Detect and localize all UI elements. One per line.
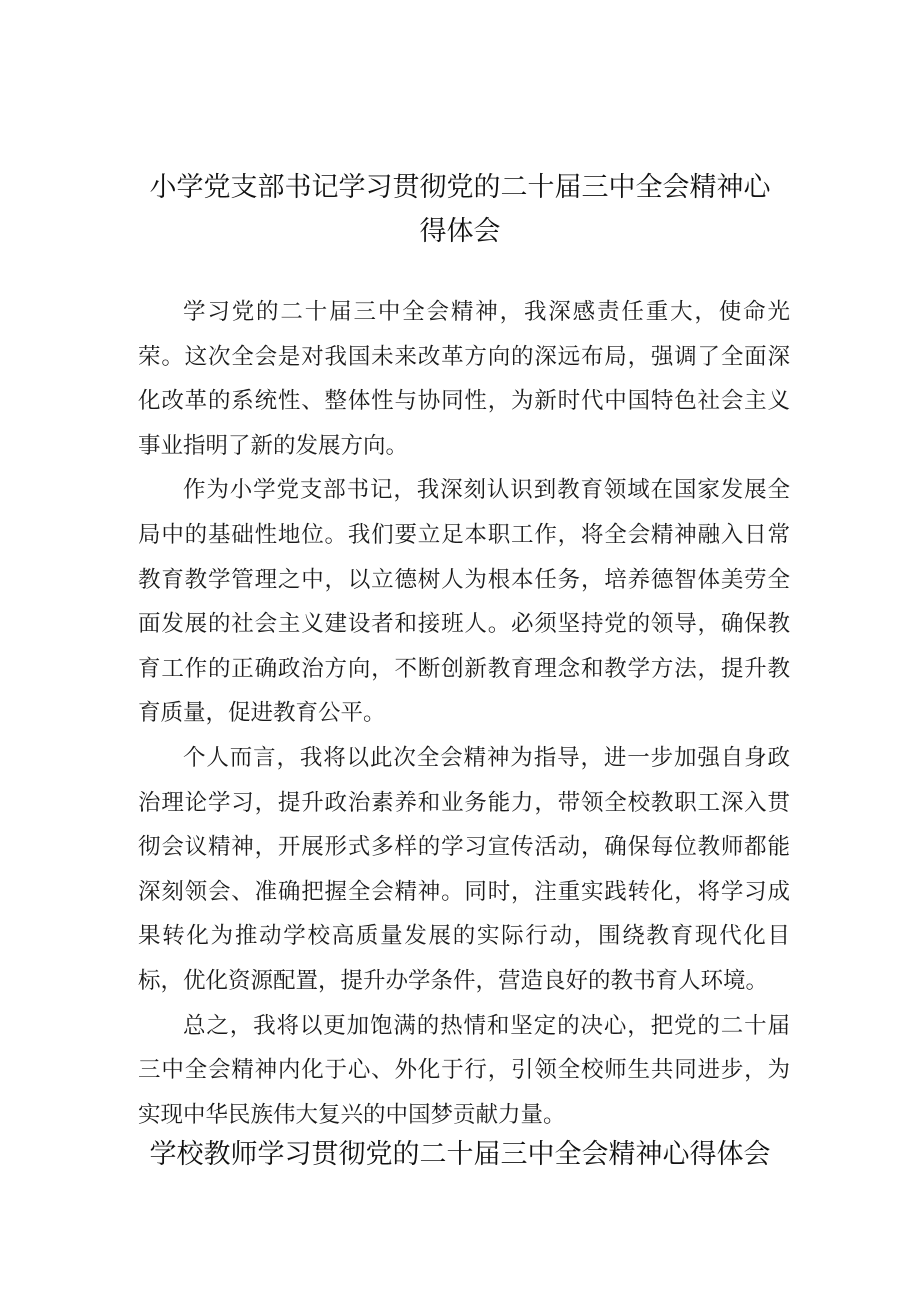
paragraph-1: 学习党的二十届三中全会精神，我深感责任重大，使命光荣。这次全会是对我国未来改革方向的深远布局，强调了全面深化改革的系统性、整体性与协同性，为新时代中国特色社会主义事业指明了新的发展方向。 bbox=[138, 299, 790, 459]
paragraph-4: 总之，我将以更加饱满的热情和坚定的决心，把党的二十届三中全会精神内化于心、外化于行，引领全校师生共同进步，为实现中华民族伟大复兴的中国梦贡献力量。 bbox=[138, 1012, 790, 1128]
second-document-title: 学校教师学习贯彻党的二十届三中全会精神心得体会 bbox=[149, 1139, 771, 1170]
paragraph-3: 个人而言，我将以此次全会精神为指导，进一步加强自身政治理论学习，提升政治素养和业务能力，带领全校教职工深入贯彻会议精神，开展形式多样的学习宣传活动，确保每位教师都能深刻领会、准确把握全会精神。同时，注重实践转化，将学习成果转化为推动学校高质量发展的实际行动，围绕教育现代化目标，优化资源配置，提升办学条件，营造良好的教书育人环境。 bbox=[138, 744, 790, 994]
document-title-line-2: 得体会 bbox=[419, 216, 501, 247]
document-title-line-1: 小学党支部书记学习贯彻党的二十届三中全会精神心 bbox=[149, 172, 771, 203]
document-title bbox=[100, 166, 820, 254]
document-body bbox=[138, 290, 790, 1137]
paragraph-2: 作为小学党支部书记，我深刻认识到教育领域在国家发展全局中的基础性地位。我们要立足本职工作，将全会精神融入日常教育教学管理之中，以立德树人为根本任务，培养德智体美劳全面发展的社会主义建设者和接班人。必须坚持党的领导，确保教育工作的正确政治方向，不断创新教育理念和教学方法，提升教育质量，促进教育公平。 bbox=[138, 477, 790, 727]
